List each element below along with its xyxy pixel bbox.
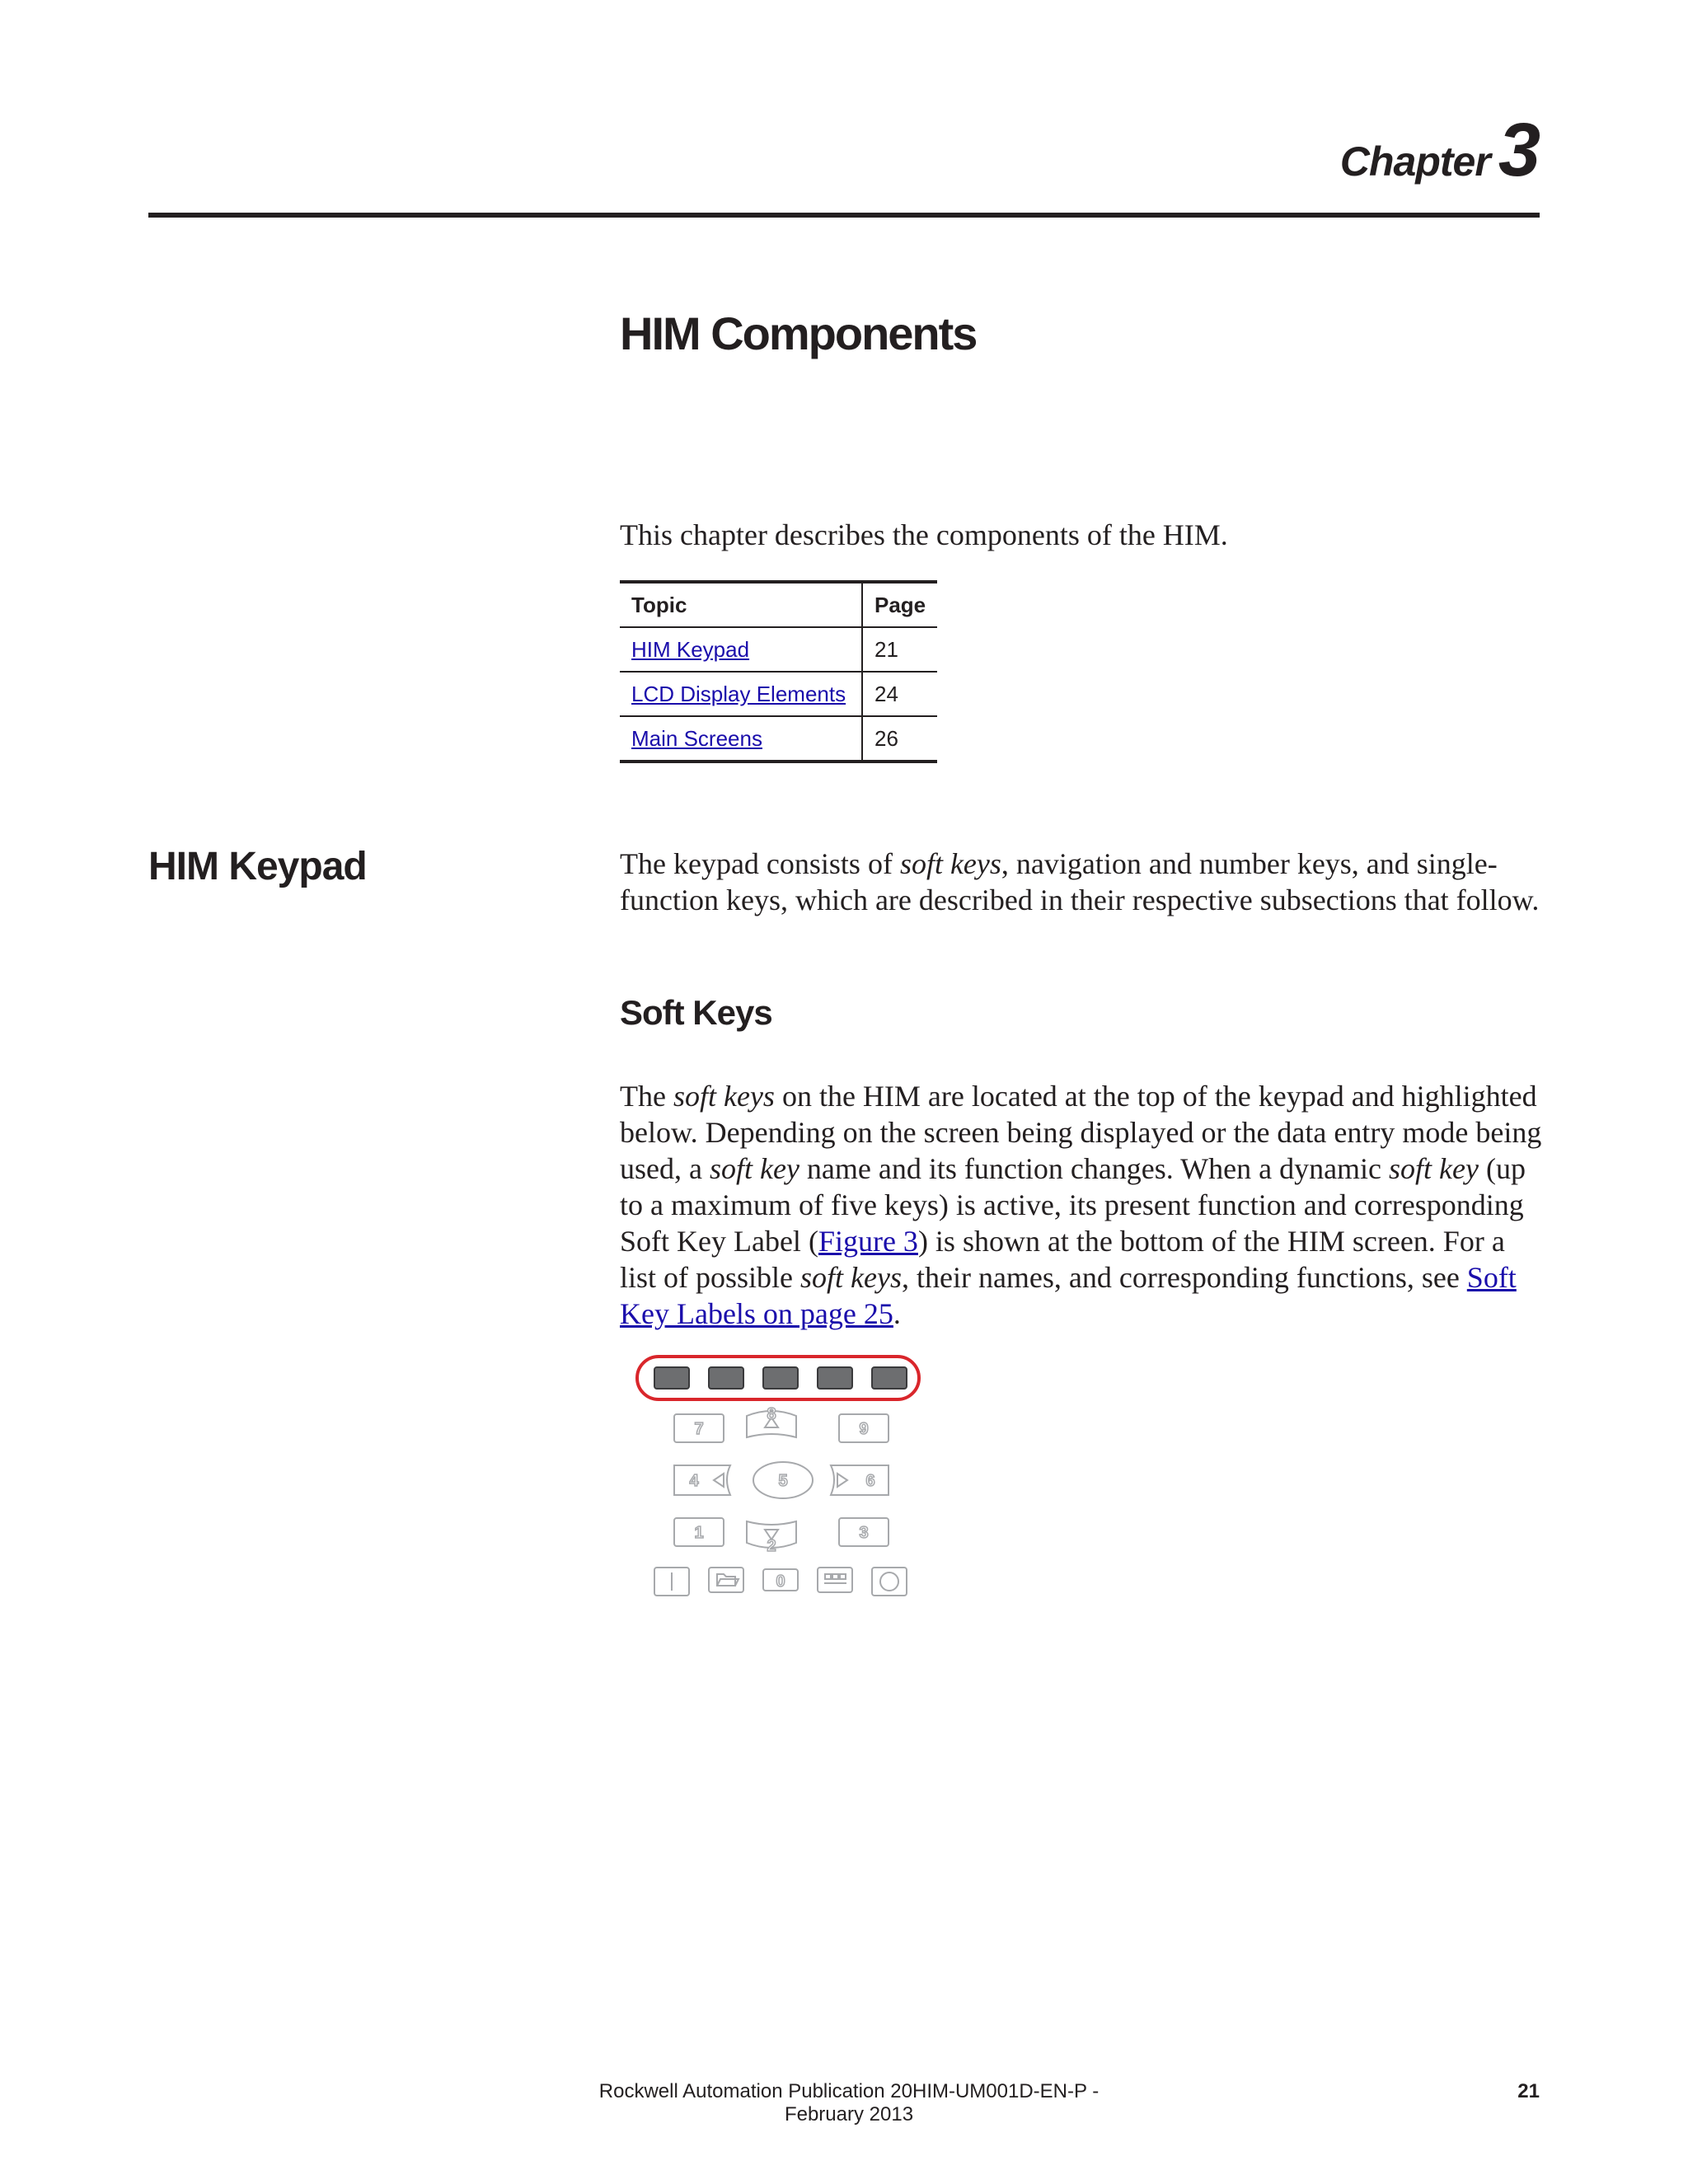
intro-text: This chapter describes the components of the HIM. xyxy=(620,518,1228,551)
topics-table xyxy=(620,580,937,763)
page-number: 21 xyxy=(1517,2080,1540,2102)
table-cell-page: 21 xyxy=(862,627,937,672)
section-heading-him-keypad: HIM Keypad xyxy=(148,845,367,888)
table-row xyxy=(620,672,937,716)
table-row xyxy=(620,716,937,762)
key-6-right xyxy=(831,1465,889,1495)
key-2-label: 2 xyxy=(767,1537,776,1555)
text-run: , navigation and number keys, and single-function keys, which are described in their respective subsections that follow. xyxy=(620,847,1540,916)
chapter-word: Chapter xyxy=(1339,138,1490,185)
italic-run: soft key xyxy=(1389,1152,1479,1185)
text-run: ) is shown at the bottom of the HIM screen. For a list of possible xyxy=(620,1225,1505,1294)
key-5-label: 5 xyxy=(778,1472,788,1490)
text-run: The xyxy=(620,1080,673,1113)
alt-icon xyxy=(824,1574,846,1583)
text-run: The keypad consists of xyxy=(620,847,900,880)
keypad-paragraph xyxy=(620,846,1543,918)
table-header-row xyxy=(620,582,937,627)
soft-key-5 xyxy=(872,1367,907,1389)
key-6-label: 6 xyxy=(865,1472,875,1490)
text-run: name and its function changes. When a dynamic xyxy=(799,1152,1390,1185)
publication-info: Rockwell Automation Publication 20HIM-UM001D-EN-P - February 2013 xyxy=(598,2080,1100,2125)
topic-link-him-keypad[interactable]: HIM Keypad xyxy=(631,636,750,662)
soft-key-4 xyxy=(818,1367,852,1389)
page-title: HIM Components xyxy=(620,307,977,359)
italic-run: soft keys xyxy=(673,1080,775,1113)
table-cell-topic xyxy=(620,716,862,762)
topic-link-lcd-display-elements[interactable]: LCD Display Elements xyxy=(631,681,846,706)
key-8-label: 8 xyxy=(767,1405,776,1423)
key-0-label: 0 xyxy=(776,1572,785,1591)
soft-key-3 xyxy=(763,1367,798,1389)
soft-key-1 xyxy=(654,1367,689,1389)
key-3-label: 3 xyxy=(859,1524,869,1542)
text-run: , their names, and corresponding functions, see xyxy=(901,1261,1467,1294)
table-header-page: Page xyxy=(862,582,937,627)
chapter-label xyxy=(1340,107,1540,194)
soft-key-labels-link[interactable]: Soft Key Labels on page 25 xyxy=(620,1261,1517,1330)
chapter-number: 3 xyxy=(1498,108,1540,192)
key-7-label: 7 xyxy=(694,1420,704,1438)
italic-run: soft keys xyxy=(800,1261,902,1294)
table-row xyxy=(620,627,937,672)
soft-keys-paragraph xyxy=(620,1078,1543,1332)
subsection-heading-soft-keys: Soft Keys xyxy=(620,993,772,1032)
table-cell-topic xyxy=(620,672,862,716)
right-arrow-icon xyxy=(837,1474,847,1487)
table-cell-page: 26 xyxy=(862,716,937,762)
key-4-left xyxy=(674,1465,730,1495)
chapter-rule xyxy=(148,213,1540,218)
stop-icon xyxy=(880,1572,898,1591)
table-header-topic: Topic xyxy=(620,582,862,627)
topic-link-main-screens[interactable]: Main Screens xyxy=(631,725,762,751)
left-arrow-icon xyxy=(714,1474,724,1487)
text-run: (up to a maximum of five keys) is active, its present function and corresponding Soft Key Label ( xyxy=(620,1152,1526,1258)
key-1-label: 1 xyxy=(694,1524,704,1542)
keypad-figure xyxy=(626,1352,940,1607)
figure-3-link[interactable]: Figure 3 xyxy=(818,1225,918,1258)
text-run: . xyxy=(893,1297,901,1330)
key-9-label: 9 xyxy=(859,1420,869,1438)
table-cell-page: 24 xyxy=(862,672,937,716)
table-cell-topic xyxy=(620,627,862,672)
key-4-label: 4 xyxy=(689,1472,699,1490)
text-run: on the HIM are located at the top of the keypad and highlighted below. Depending on the screen being displayed or the data entry mode being used, a xyxy=(620,1080,1542,1185)
italic-run: soft keys xyxy=(899,847,1001,880)
folder-icon xyxy=(717,1574,738,1586)
soft-key-2 xyxy=(709,1367,743,1389)
italic-run: soft key xyxy=(709,1152,799,1185)
